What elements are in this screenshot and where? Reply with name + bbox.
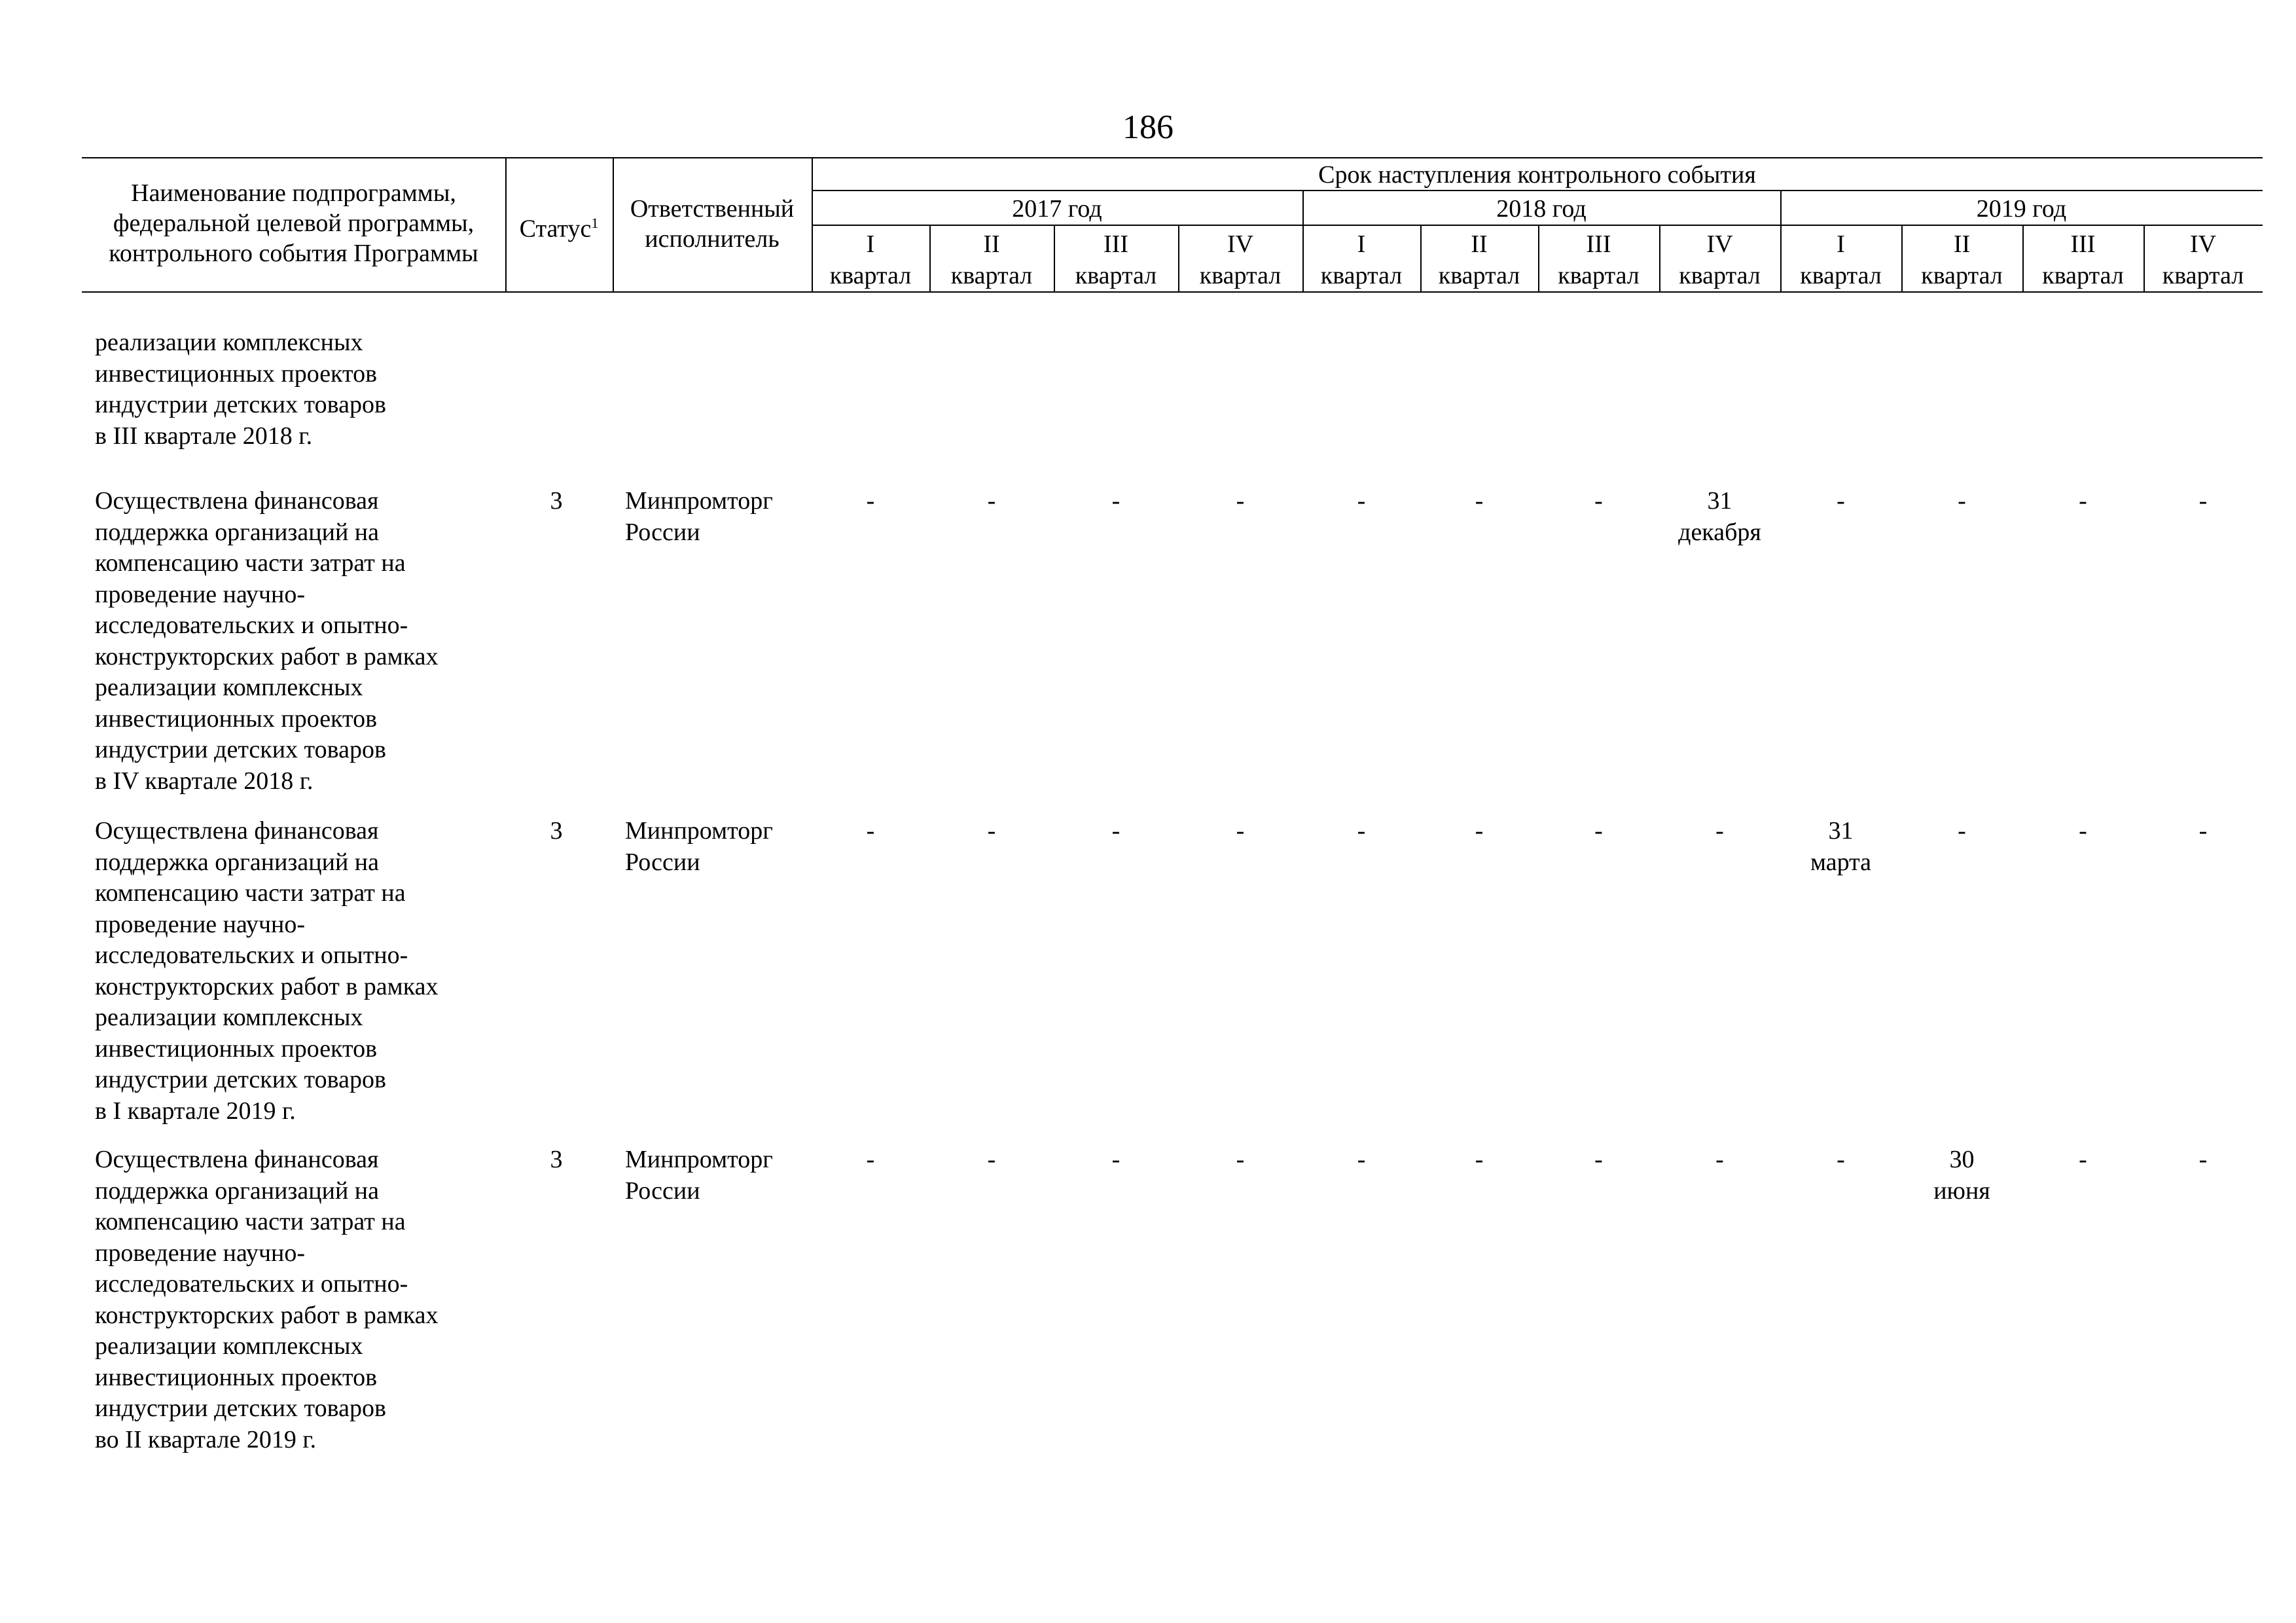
row-quarter-value: - <box>1475 817 1484 845</box>
quarter-header-numeral: I <box>1357 230 1366 258</box>
quarter-header-word: квартал <box>1679 262 1761 289</box>
quarter-header-numeral: III <box>1586 230 1611 258</box>
page-number: 186 <box>1122 109 1174 146</box>
row-executor-line: России <box>625 518 700 546</box>
row-quarter-value: - <box>1111 1146 1121 1173</box>
row-executor <box>625 486 815 548</box>
row-quarter-value: - <box>987 487 996 515</box>
quarter-header-word: квартал <box>950 262 1033 289</box>
row-quarter-value: - <box>1594 487 1603 515</box>
quarter-header-numeral: IV <box>1227 230 1254 258</box>
row-event-name: реализации комплексных инвестиционных проектов индустрии детских товаров в III квартале 2018 г. <box>95 329 386 450</box>
row-executor <box>625 816 815 878</box>
quarter-header-word: квартал <box>1558 262 1640 289</box>
row-quarter-value: - <box>2079 817 2087 845</box>
header-bottom-rule <box>82 291 2263 293</box>
quarter-header-word: квартал <box>829 262 912 289</box>
row-event-name: Осуществлена финансовая поддержка организаций на компенсацию части затрат на проведение научно- исследовательских и опытно- конструкторских работ в рамках реализации комплексных инвестиционных проектов индустрии детских товаров в IV квартале 2018 г. <box>95 487 439 795</box>
row-executor-line: Минпромторг <box>625 487 773 515</box>
quarter-header-numeral: I <box>866 230 875 258</box>
row-quarter-value: - <box>1475 1146 1484 1173</box>
quarter-header-word: квартал <box>1075 262 1157 289</box>
row-quarter-value: - <box>1357 1146 1366 1173</box>
header-status-footnote: 1 <box>591 215 599 231</box>
row-quarter-value: - <box>1958 487 1966 515</box>
row-executor <box>625 1144 815 1207</box>
row-quarter-value: - <box>866 487 875 515</box>
quarter-header-numeral: I <box>1837 230 1845 258</box>
row-quarter-value: - <box>2198 1146 2208 1173</box>
header-year-2019: 2019 год <box>1976 195 2067 223</box>
quarter-header-word: квартал <box>2162 262 2244 289</box>
header-status-label: Статус <box>519 215 592 243</box>
row-quarter-value: - <box>2198 817 2208 845</box>
row-quarter-value: - <box>1715 1146 1724 1173</box>
row-quarter-value: - <box>1357 487 1366 515</box>
row-quarter-value: 31 декабря <box>1678 487 1761 546</box>
header-year-2018: 2018 год <box>1496 195 1587 223</box>
row-quarter-value: - <box>2079 487 2087 515</box>
row-quarter-value: - <box>866 1146 875 1173</box>
row-quarter-value: - <box>1837 1146 1845 1173</box>
row-executor-line: России <box>625 1176 700 1205</box>
row-quarter-value: 30 июня <box>1933 1146 1990 1205</box>
quarter-header-numeral: III <box>2070 230 2096 258</box>
row-executor-line: России <box>625 848 700 876</box>
row-quarter-value: - <box>2079 1146 2087 1173</box>
quarter-header-word: квартал <box>1199 262 1282 289</box>
quarter-header-word: квартал <box>1438 262 1520 289</box>
row-quarter-value: - <box>866 817 875 845</box>
header-status <box>505 208 613 244</box>
row-status: 3 <box>550 817 563 845</box>
row-executor-line: Минпромторг <box>625 817 773 845</box>
row-quarter-value: - <box>1475 487 1484 515</box>
quarter-header-numeral: III <box>1103 230 1128 258</box>
row-status: 3 <box>550 1146 563 1173</box>
quarter-header-word: квартал <box>1800 262 1882 289</box>
quarter-header-numeral: II <box>983 230 1000 258</box>
row-quarter-value: - <box>1594 1146 1603 1173</box>
row-quarter-value: - <box>1594 817 1603 845</box>
row-quarter-value: - <box>1236 1146 1245 1173</box>
quarter-header-word: квартал <box>1921 262 2003 289</box>
quarter-header-word: квартал <box>1320 262 1403 289</box>
row-quarter-value: - <box>1958 817 1966 845</box>
header-year-2017: 2017 год <box>1012 195 1102 223</box>
header-executor: Ответственный исполнитель <box>630 195 795 253</box>
row-event-name: Осуществлена финансовая поддержка организаций на компенсацию части затрат на проведение научно- исследовательских и опытно- конструкторских работ в рамках реализации комплексных инвестиционных проектов индустрии детских товаров в I квартале 2019 г. <box>95 817 439 1125</box>
header-group-rule <box>812 190 2263 191</box>
quarter-header-numeral: IV <box>1706 230 1733 258</box>
row-quarter-value: - <box>987 817 996 845</box>
quarter-header-numeral: II <box>1953 230 1971 258</box>
row-status: 3 <box>550 487 563 515</box>
row-quarter-value: - <box>1357 817 1366 845</box>
row-quarter-value: - <box>2198 487 2208 515</box>
header-deadline-group: Срок наступления контрольного события <box>1318 161 1756 189</box>
row-quarter-value: - <box>1111 487 1121 515</box>
row-quarter-value: - <box>1715 817 1724 845</box>
row-executor-line: Минпромторг <box>625 1146 773 1173</box>
quarter-header-numeral: IV <box>2189 230 2217 258</box>
quarter-header-word: квартал <box>2042 262 2124 289</box>
quarter-header-numeral: II <box>1471 230 1488 258</box>
header-name: Наименование подпрограммы, федеральной целевой программы, контрольного события Программы <box>109 179 478 267</box>
row-quarter-value: 31 марта <box>1810 817 1872 876</box>
row-event-name: Осуществлена финансовая поддержка организаций на компенсацию части затрат на проведение научно- исследовательских и опытно- конструкторских работ в рамках реализации комплексных инвестиционных проектов индустрии детских товаров во II квартале 2019 г. <box>95 1146 439 1453</box>
row-quarter-value: - <box>1236 487 1245 515</box>
row-quarter-value: - <box>987 1146 996 1173</box>
header-year-rule <box>812 225 2263 226</box>
row-quarter-value: - <box>1236 817 1245 845</box>
header-top-rule <box>82 157 2263 158</box>
row-quarter-value: - <box>1111 817 1121 845</box>
row-quarter-value: - <box>1837 487 1845 515</box>
